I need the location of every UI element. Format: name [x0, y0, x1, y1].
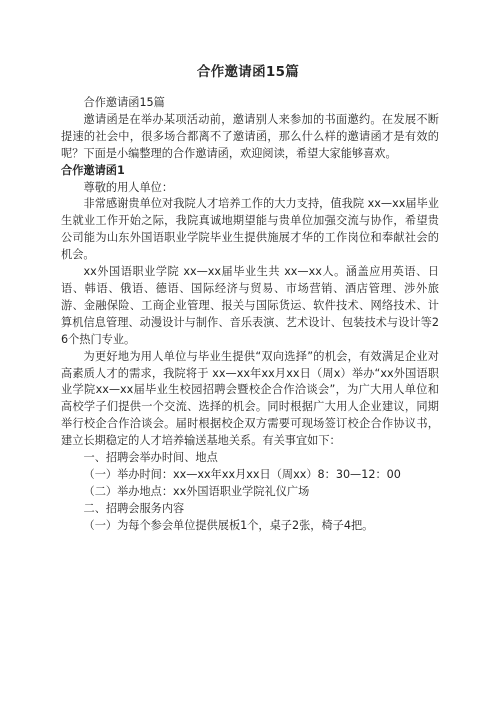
paragraph: 为更好地为用人单位与毕业生提供“双向选择”的机会，有效满足企业对高素质人才的需求，我院将于 xx—xx年xx月xx日（周x）举办“xx外国语职业学院xx—xx届毕业生校园招聘会暨校企合作洽谈会”，为广大用人单位和高校学子们提供一个交流、选择的机会。同时根据广大用人企业建议，同期举行校企合作洽谈会。届时根据校企双方需要可现场签订校企合作协议书，建立长期稳定的人才培养输送基地关系。有关事宜如下：: [61, 349, 439, 448]
paragraph: （二）举办地点：xx外国语职业学院礼仪广场: [83, 484, 310, 498]
paragraph: 二、招聘会服务内容: [83, 501, 185, 515]
paragraph: 一、招聘会举办时间、地点: [83, 451, 218, 465]
document-title: 合作邀请函15篇: [196, 64, 300, 80]
paragraph: （一）为每个参会单位提供展板1个，桌子2张，椅子4把。: [83, 518, 374, 532]
paragraph: 非常感谢贵单位对我院人才培养工作的大力支持，值我院 xx—xx届毕业生就业工作开始之际，我院真诚地期望能与贵单位加强交流与协作，希望贵公司能为山东外国语职业学院毕业生提供施展才华的工作岗位和奉献社会的机会。: [61, 197, 439, 262]
paragraph: xx外国语职业学院 xx—xx届毕业生共 xx—xx人。涵盖应用英语、日语、韩语、俄语、德语、国际经济与贸易、市场营销、酒店管理、涉外旅游、金融保险、工商企业管理、报关与国际货运、软件技术、网络技术、计算机信息管理、动漫设计与制作、音乐表演、艺术设计、包装技术与设计等26个热门专业。: [61, 265, 439, 346]
paragraph: （一）举办时间：xx—xx年xx月xx日（周xx）8：30—12：00: [83, 467, 401, 481]
paragraph: 合作邀请函15篇: [83, 96, 165, 109]
section-heading: 合作邀请函1: [61, 163, 125, 177]
paragraph: 邀请函是在举办某项活动前，邀请别人来参加的书面邀约。在发展不断提速的社会中，很多场合都离不了邀请函，那么什么样的邀请函才是有效的呢？下面是小编整理的合作邀请函，欢迎阅读，希望大家能够喜欢。: [61, 112, 439, 160]
document-body: [61, 95, 439, 535]
paragraph: 尊敬的用人单位：: [83, 180, 174, 194]
